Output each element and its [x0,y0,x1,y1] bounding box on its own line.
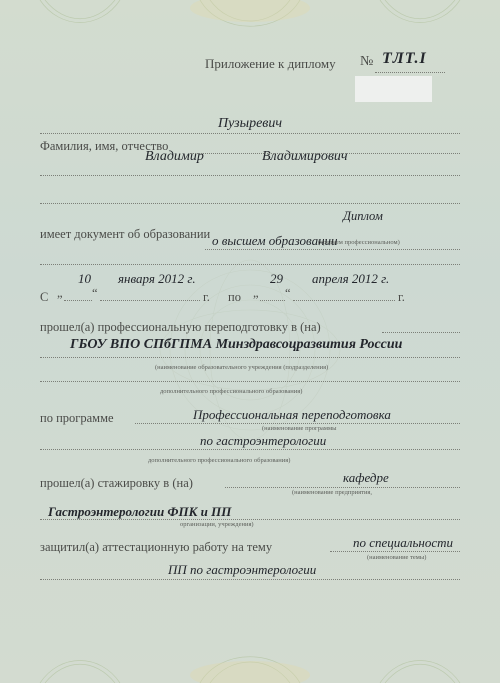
retraining-caption-2: дополнительного профессионального образования) [160,388,303,395]
program-dots-2 [40,449,460,450]
thesis-dots-2 [40,579,460,580]
name-line-3 [40,203,460,204]
retraining-line-2 [40,381,460,382]
diploma-number: ТЛТ.І [382,50,427,67]
from-label: С [40,290,49,304]
to-label: по [228,290,241,304]
thesis-caption: (наименование темы) [367,554,427,561]
retraining-line-0 [382,332,460,333]
institution-value [70,337,402,353]
end-month-year: апреля 2012 г. [312,271,390,286]
name-line-2 [40,175,460,176]
program-label: по программе [40,411,114,425]
start-quote-close: “ [92,286,98,300]
internship-label: прошел(а) стажировку в (на) [40,476,193,490]
education-line-2 [40,264,460,265]
program-caption-2: дополнительного профессионального образования) [148,457,291,464]
education-sublabel: (среднем профессиональном) [318,239,400,246]
internship-dots-2 [40,519,460,520]
number-line [375,72,445,73]
end-quote-open: „ [253,286,259,300]
program-caption-1: (наименование программы [262,425,337,432]
internship-dots-1 [225,487,460,488]
start-day: 10 [78,271,91,286]
institution-text: ГБОУ ВПО СПбГПМА Минздравсоцразвития России [70,337,403,352]
retraining-label: прошел(а) профессиональную переподготовку в (на) [40,320,321,334]
thesis-line-2: ПП по гастроэнтерологии [168,562,317,577]
thesis-label: защитил(а) аттестационную работу на тему [40,540,273,554]
end-day-line [260,300,285,301]
education-label: имеет документ об образовании [40,227,211,241]
program-dots-1 [135,423,460,424]
surname-value: Пузыревич [218,116,283,131]
thesis-line-1: по специальности [353,535,453,550]
program-line-1: Профессиональная переподготовка [193,407,391,422]
start-month-line [100,300,200,301]
internship-place: кафедре [343,470,389,485]
internship-line-2: Гастроэнтерологии ФПК и ПП [48,504,232,519]
internship-caption-1: (наименование предприятия, [292,489,373,496]
name-label: Фамилия, имя, отчество [40,139,169,153]
thesis-dots-1 [330,551,460,552]
end-quote-close: “ [285,286,291,300]
start-quote-open: „ [57,286,63,300]
institution-caption: (наименование образовательного учреждения (подразделения) [155,364,329,371]
education-value: о высшем образовании [212,233,338,248]
name-line-1 [190,153,460,154]
redaction-block [355,76,432,102]
education-line [205,249,460,250]
patronymic-value: Владимирович [262,149,348,164]
end-year-suffix: г. [398,290,405,304]
institution-line [40,357,460,358]
document-type-value: Диплом [343,209,383,223]
end-month-line [293,300,395,301]
program-line-2: по гастроэнтерологии [200,433,327,448]
number-sign: № [360,54,374,69]
surname-line [40,133,460,134]
document-title: Приложение к диплому [205,56,336,71]
start-year-suffix: г. [203,290,210,304]
internship-caption-2: организации, учреждения) [180,521,254,528]
bottom-ornament [0,623,500,683]
start-day-line [64,300,92,301]
first-name-value: Владимир [145,149,204,164]
start-month-year: января 2012 г. [118,271,196,286]
end-day: 29 [270,271,283,286]
